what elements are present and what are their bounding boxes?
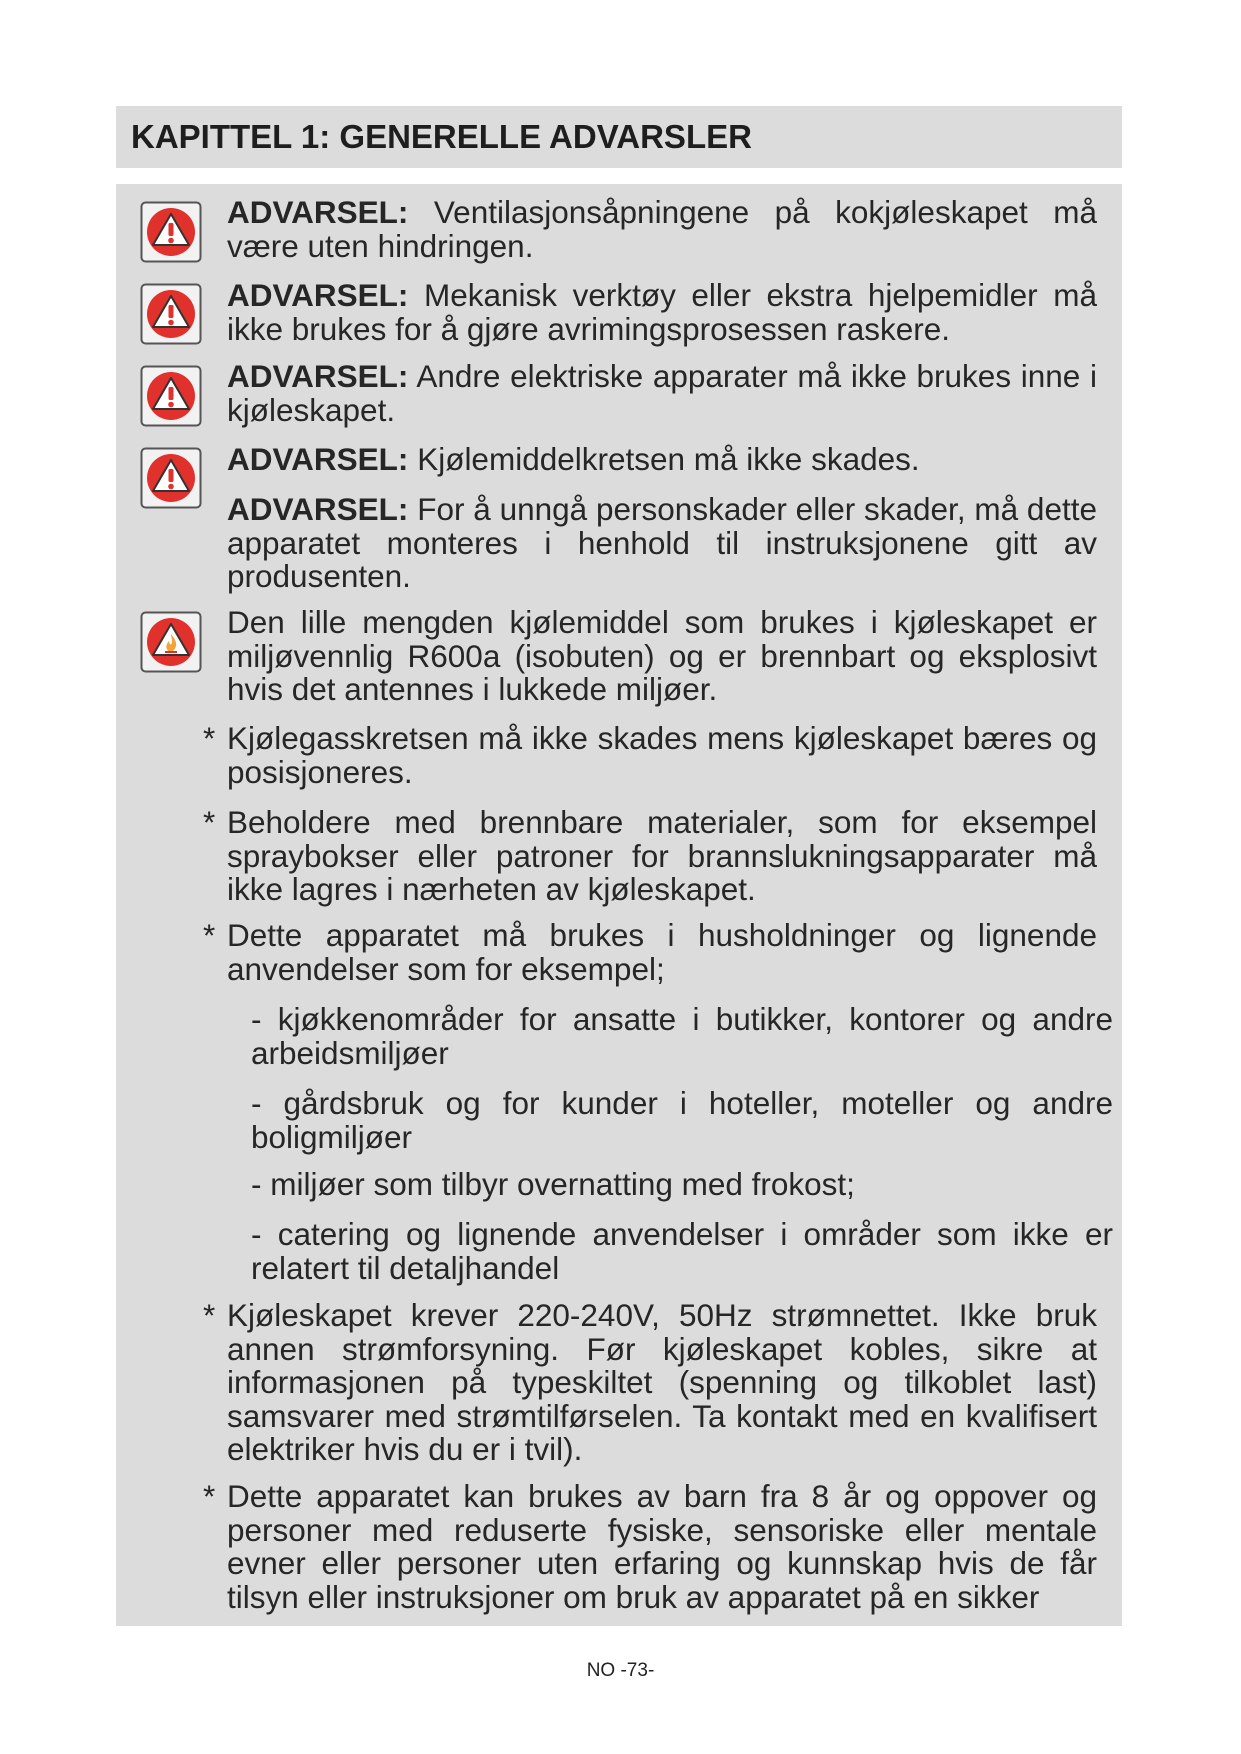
bullet-marker: * [203,804,216,840]
sub-item-2: - gårdsbruk og for kunder i hoteller, moteller og andre boligmiljøer [251,1085,1113,1155]
bullet-marker: * [203,1478,216,1514]
warning-text: Mekanisk verktøy eller ekstra hjelpemidler må ikke brukes for å gjøre avrimingsprosessen raskere. [227,277,1097,347]
warning-label: ADVARSEL: [227,194,409,230]
chapter-title: KAPITTEL 1: GENERELLE ADVARSLER [131,118,752,155]
bullet-marker: * [203,917,216,953]
bullet-1: Kjølegasskretsen må ikke skades mens kjøleskapet bæres og posisjoneres. [227,720,1097,790]
warning-triangle-icon [140,283,202,345]
warning-2 [227,279,1097,346]
warning-5 [227,493,1097,594]
warning-label: ADVARSEL: [227,491,409,527]
sub-item-4: - catering og lignende anvendelser i områder som ikke er relatert til detaljhandel [251,1216,1113,1286]
warning-3 [227,360,1097,427]
bullet-marker: * [203,720,216,756]
warning-label: ADVARSEL: [227,277,409,313]
sub-item-3: - miljøer som tilbyr overnatting med frokost; [251,1166,855,1202]
warning-1 [227,196,1097,263]
warning-triangle-icon [140,365,202,427]
chapter-header [116,106,1122,168]
sub-item-1: - kjøkkenområder for ansatte i butikker, kontorer og andre arbeidsmiljøer [251,1001,1113,1071]
page-number: NO -73- [586,1660,655,1681]
bullet-4: Kjøleskapet krever 220-240V, 50Hz strømnettet. Ikke bruk annen strømforsyning. Før kjøleskapet kobles, sikre at informasjonen på typeskiltet (spenning og tilkoblet last) samsvarer med strømtilførselen. Ta kontakt med en kvalifisert elektriker hvis du er i tvil). [227,1297,1097,1467]
bullet-3: Dette apparatet må brukes i husholdninger og lignende anvendelser som for eksempel; [227,917,1097,987]
warning-label: ADVARSEL: [227,358,409,394]
flammable-icon [140,611,202,673]
bullet-5: Dette apparatet kan brukes av barn fra 8 år og oppover og personer med reduserte fysiske, sensoriske eller mentale evner eller personer uten erfaring og kunnskap hvis de får tilsyn eller instruksjoner om bruk av apparatet på en sikker [227,1478,1097,1615]
warning-label: ADVARSEL: [227,441,409,477]
warning-text: Andre elektriske apparater må ikke brukes inne i kjøleskapet. [227,358,1097,428]
warning-triangle-icon [140,201,202,263]
warning-text: For å unngå personskader eller skader, må dette apparatet monteres i henhold til instruksjonene gitt av produsenten. [227,491,1097,594]
bullet-2: Beholdere med brennbare materialer, som for eksempel spraybokser eller patroner for brannslukningsapparater må ikke lagres i nærheten av kjøleskapet. [227,804,1097,907]
warning-text: Kjølemiddelkretsen må ikke skades. [417,441,920,477]
bullet-marker: * [203,1297,216,1333]
warning-text: Ventilasjonsåpningene på kokjøleskapet må være uten hindringen. [227,194,1097,264]
warning-triangle-icon [140,447,202,509]
warning-4 [227,443,1097,477]
flammable-note: Den lille mengden kjølemiddel som brukes i kjøleskapet er miljøvennlig R600a (isobuten) og er brennbart og eksplosivt hvis det antennes i lukkede miljøer. [227,604,1097,707]
